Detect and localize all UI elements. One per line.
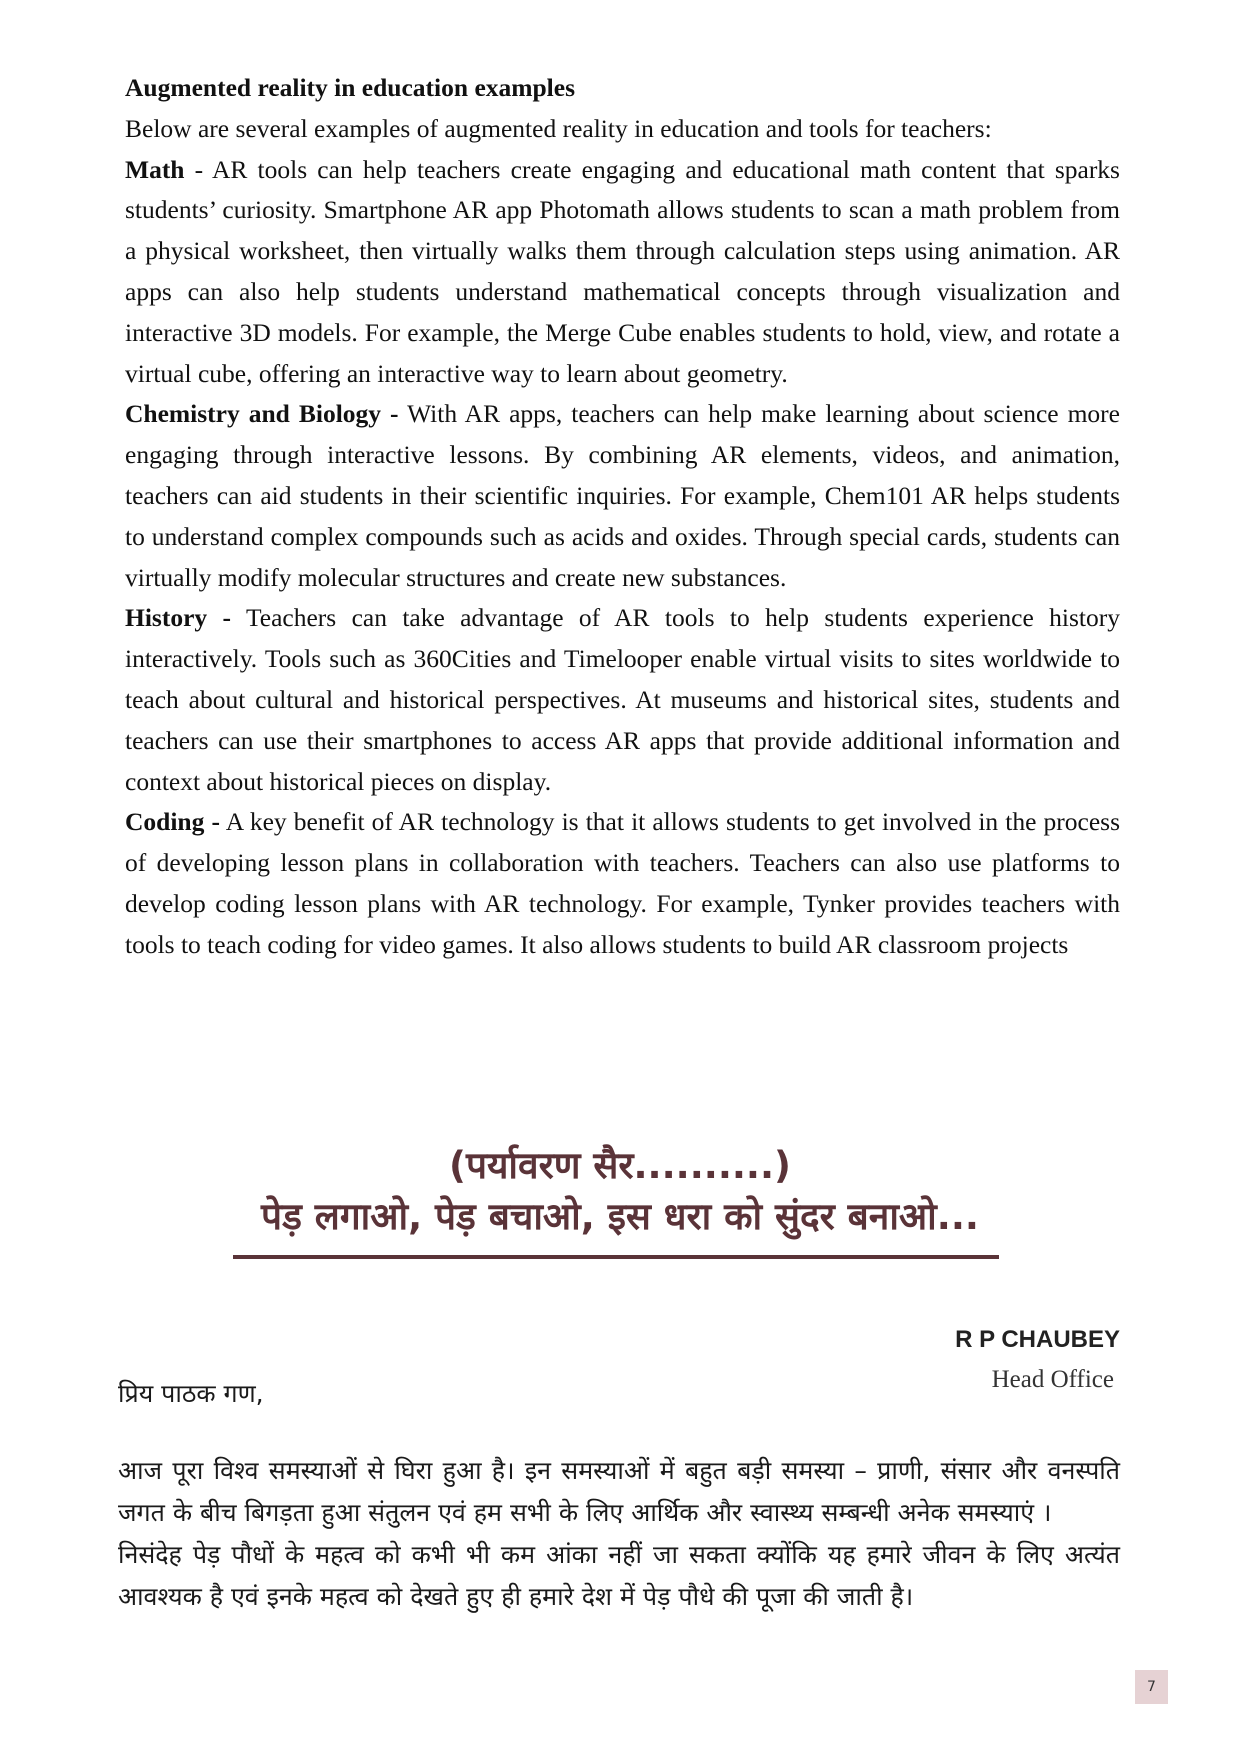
section-history: [125, 598, 1120, 802]
section-text: A key benefit of AR technology is that it allows students to get involved in the process of developing lesson plans in collaboration with teachers. Teachers can also use platforms to develop coding lesson plans with AR technology. For example, Tynker provides teachers with tools to teach coding for video games. It also allows students to build AR classroom projects: [125, 807, 1121, 959]
article-heading: Augmented reality in education examples: [125, 73, 576, 102]
section-title: Math: [125, 154, 185, 184]
section-text: AR tools can help teachers create engaging and educational math content that sparks students’ curiosity. Smartphone AR app Photomath allows students to scan a math problem from a physical worksheet, then virtually walks them through calculation steps using animation. AR apps can also help students understand mathematical concepts through visualization and interactive 3D models. For example, the Merge Cube enables students to hold, view, and rotate a virtual cube, offering an interactive way to learn about geometry.: [125, 154, 1120, 388]
section-title: History -: [125, 603, 232, 633]
section-title: Coding -: [125, 807, 220, 837]
letter-paragraph: निसंदेह पेड़ पौधों के महत्व को कभी भी कम आंका नहीं जा सकता क्योंकि यह हमारे जीवन के लिए अत्यंत आवश्यक है एवं इनके महत्व को देखते हुए ही हमारे देश में पेड़ पौधे की पूजा की जाती है।: [118, 1540, 1120, 1611]
author-name: R P CHAUBEY: [955, 1326, 1120, 1353]
article-intro: Below are several examples of augmented reality in education and tools for teachers:: [125, 113, 992, 143]
section-separator: -: [184, 154, 212, 184]
banner-underline: [233, 1255, 999, 1259]
section-separator: [399, 399, 408, 428]
section-coding: [125, 802, 1120, 965]
letter-salutation: प्रिय पाठक गण,: [118, 1379, 264, 1408]
banner-line-1: (पर्यावरण सैर..........): [449, 1144, 791, 1187]
letter-body: [118, 1450, 1120, 1618]
section-chemistry-biology: [125, 394, 1120, 598]
section-text: With AR apps, teachers can help make learning about science more engaging through interactive lessons. By combining AR elements, videos, and animation, teachers can aid students in their scientific inquiries. For example, Chem101 AR helps students to understand complex compounds such as acids and oxides. Through special cards, students can virtually modify molecular structures and create new substances.: [125, 399, 1120, 592]
banner-line-2: पेड़ लगाओ, पेड़ बचाओ, इस धरा को सुंदर बनाओ...: [261, 1195, 979, 1238]
section-title: Chemistry and Biology -: [125, 399, 399, 429]
section-separator: [231, 603, 246, 632]
author-office: Head Office: [991, 1366, 1114, 1393]
section-text: Teachers can take advantage of AR tools to help students experience history interactively. Tools such as 360Cities and Timelooper enable virtual visits to sites worldwide to teach about cultural and historical perspectives. At museums and historical sites, students and teachers can use their smartphones to access AR apps that provide additional information and context about historical pieces on display.: [125, 603, 1120, 796]
section-math: [125, 150, 1120, 395]
letter-paragraph: आज पूरा विश्व समस्याओं से घिरा हुआ है। इन समस्याओं में बहुत बड़ी समस्या – प्राणी, संसार और वनस्पति जगत के बीच बिगड़ता हुआ संतुलन एवं हम सभी के लिए आर्थिक और स्वास्थ्य सम्बन्धी अनेक समस्याएं ।: [118, 1456, 1120, 1527]
article: [125, 68, 1120, 966]
page-number: 7: [1135, 1670, 1168, 1704]
banner-heading: [0, 1142, 1240, 1242]
